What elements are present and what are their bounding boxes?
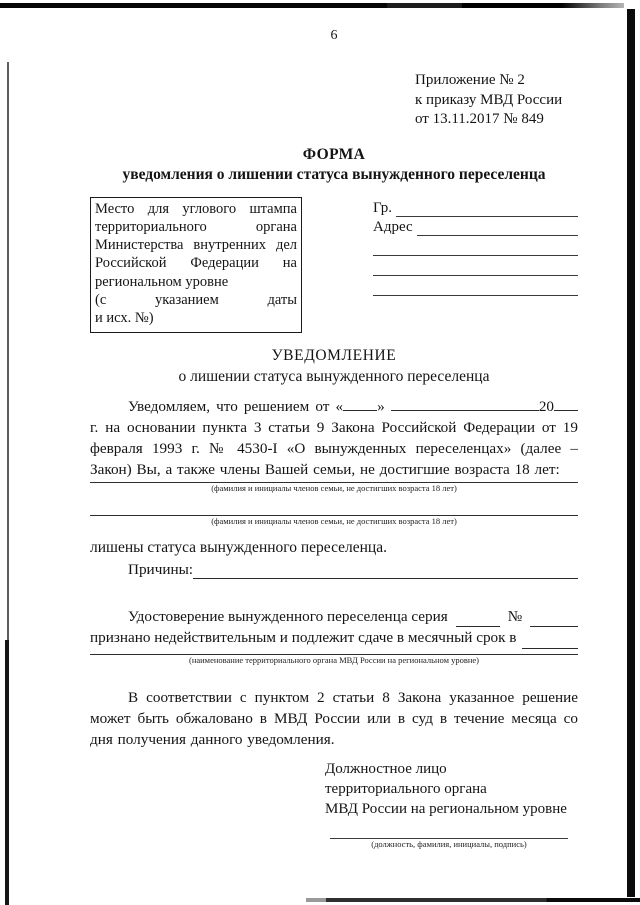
stamp-box-line: и исх. №) — [95, 310, 154, 327]
main-paragraph-text: Уведомляем, что решением от « — [128, 397, 344, 415]
appendix-line: к приказу МВД России — [415, 91, 563, 108]
certificate-number-sign: № — [507, 607, 523, 625]
stamp-box-line: территориального органа — [95, 218, 297, 235]
recipient-name-row — [373, 198, 578, 217]
main-paragraph-text: » — [377, 397, 385, 415]
decision-month-blank — [391, 397, 539, 411]
form-subtitle: уведомления о лишении статуса вынужденного переселенца — [122, 165, 546, 183]
recipient-name-blank — [396, 216, 578, 217]
scan-edge-right — [627, 9, 635, 897]
main-paragraph-text: г. на основании пункта 3 статьи 9 Закона Российской Федерации от 19 февраля 1993 г. № 4530-I «О вынужденных переселенцах» (далее – Закон) Вы, а также члены Вашей семьи, не достигшие возраста 18 лет: — [90, 418, 578, 479]
certificate-number-blank — [530, 626, 578, 627]
notice-subheading: о лишении статуса вынужденного переселенца — [178, 367, 490, 385]
recipient-address-row — [373, 217, 578, 236]
form-title: ФОРМА — [302, 145, 366, 163]
appendix-note — [415, 71, 578, 130]
appendix-line: Приложение № 2 — [415, 72, 525, 88]
recipient-name-label: Гр. — [373, 199, 392, 216]
recipient-address-blank-line — [373, 236, 578, 256]
decision-year-blank — [554, 397, 578, 411]
signature-title-line: Должностное лицо — [325, 760, 447, 777]
recipient-block — [373, 197, 578, 296]
org-name-caption: (наименование территориального органа МВД России на региональном уровне) — [188, 654, 480, 665]
main-paragraph-text: 20 — [538, 397, 555, 415]
org-name-line — [90, 654, 578, 666]
signature-title-line: территориального органа — [325, 780, 487, 797]
stamp-box-line: Место для углового штампа — [95, 200, 297, 217]
appendix-line: от 13.11.2017 № 849 — [415, 111, 544, 127]
deprived-statement: лишены статуса вынужденного переселенца. — [90, 538, 387, 556]
signature-block — [325, 759, 578, 819]
signature-title-line: МВД России на региональном уровне — [325, 800, 567, 817]
scan-edge-left-thin — [7, 62, 9, 640]
reasons-blank — [193, 578, 578, 579]
main-paragraph — [90, 396, 578, 481]
scan-edge-top — [0, 3, 624, 8]
document-page — [90, 27, 578, 850]
decision-day-blank — [343, 397, 377, 411]
surrender-org-blank — [522, 648, 578, 649]
stamp-and-recipient-row — [90, 197, 578, 333]
stamp-box-line: (с указанием даты — [95, 291, 297, 308]
stamp-box-line: Российской Федерации на — [95, 255, 297, 272]
stamp-box-line: региональном уровне — [95, 273, 229, 290]
corner-stamp-box — [90, 197, 302, 333]
certificate-text: признано недействительным и подлежит сдаче в месячный срок в — [90, 629, 517, 647]
scan-edge-left-thick — [5, 640, 9, 905]
appeal-paragraph: В соответствии с пунктом 2 статьи 8 Закона указанное решение может быть обжаловано в МВД России или в суд в течение месяца со дня получения данного уведомления. — [90, 688, 578, 749]
family-members-caption: (фамилия и инициалы членов семьи, не достигших возраста 18 лет) — [211, 482, 457, 493]
family-members-caption: (фамилия и инициалы членов семьи, не достигших возраста 18 лет) — [211, 515, 457, 526]
notice-heading: УВЕДОМЛЕНИЕ — [271, 346, 397, 364]
certificate-line-1 — [90, 606, 578, 628]
family-members-line-1 — [90, 482, 578, 494]
reasons-label: Причины: — [128, 560, 194, 578]
scan-edge-bottom — [306, 898, 640, 902]
recipient-address-blank-line — [373, 276, 578, 296]
certificate-line-2 — [90, 627, 578, 649]
recipient-address-blank-line — [373, 256, 578, 276]
certificate-paragraph — [90, 606, 578, 649]
family-members-line-2 — [90, 515, 578, 527]
recipient-address-label: Адрес — [373, 218, 413, 235]
stamp-box-line: Министерства внутренних дел — [95, 237, 297, 254]
page-number: 6 — [330, 28, 338, 43]
recipient-address-blank — [417, 235, 578, 236]
reasons-row — [90, 558, 578, 579]
signature-caption: (должность, фамилия, инициалы, подпись) — [371, 838, 527, 849]
certificate-text: Удостоверение вынужденного переселенца серия — [128, 607, 448, 625]
